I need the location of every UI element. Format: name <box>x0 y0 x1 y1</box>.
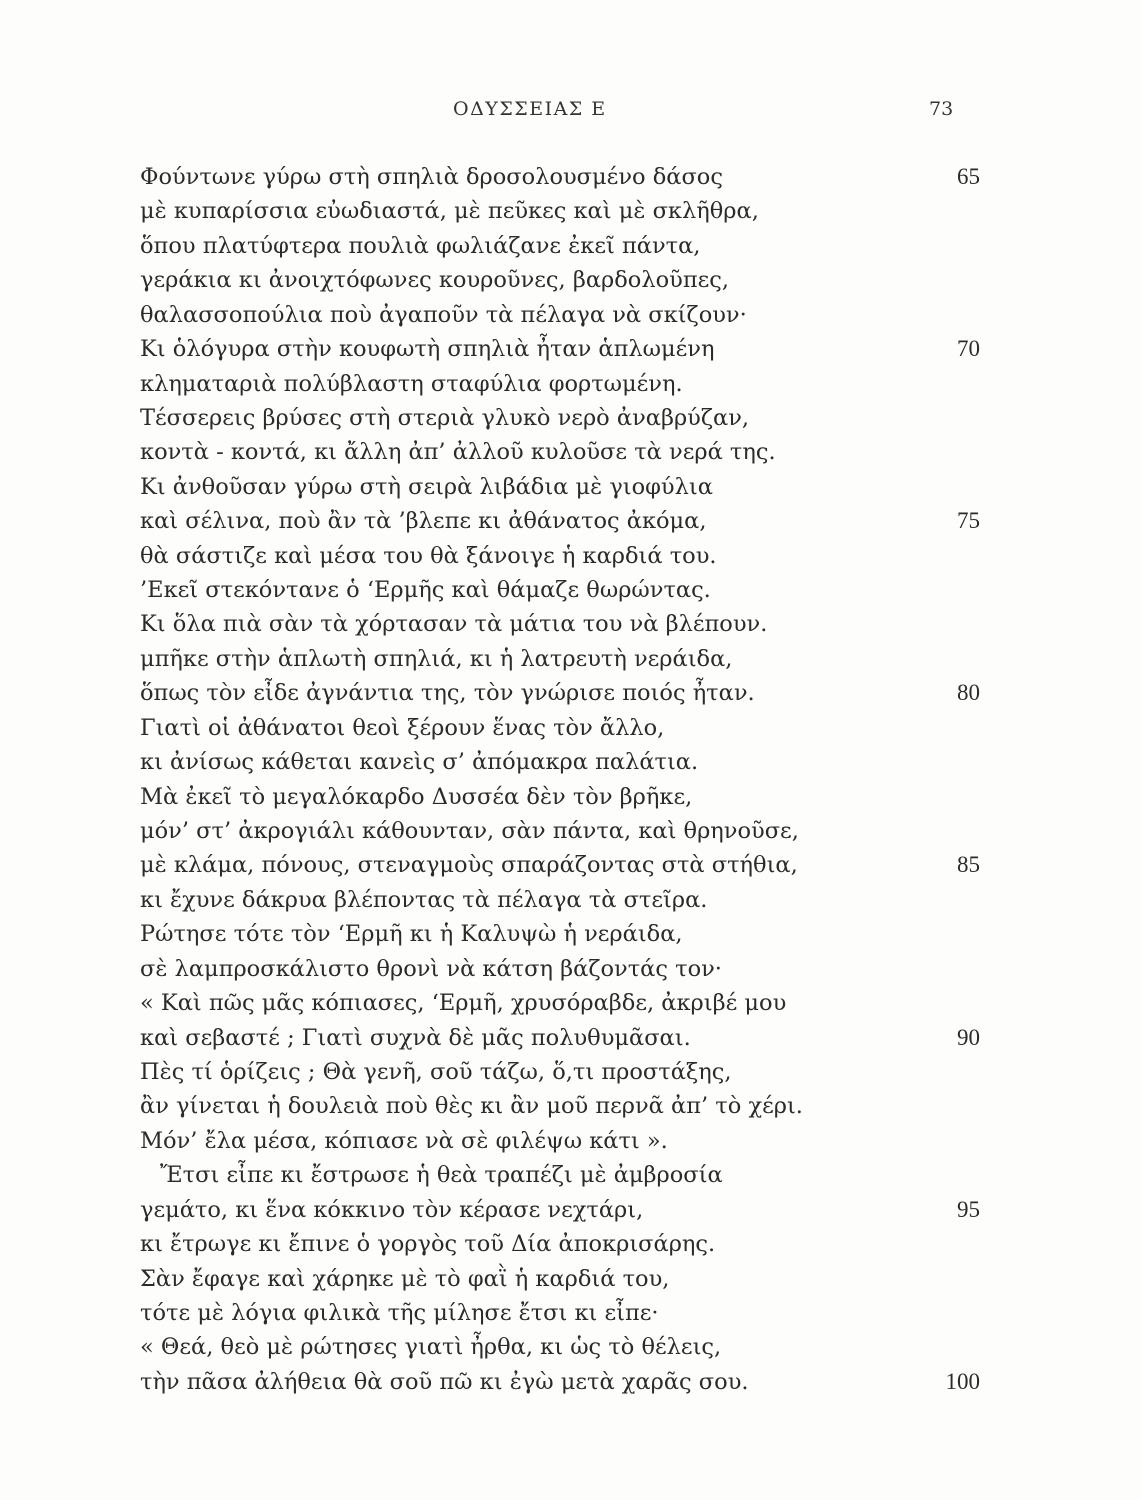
verse-text: κοντὰ - κοντά, κι ἄλλη ἀπ’ ἀλλοῦ κυλοῦσε τὰ νερά της. <box>140 439 776 466</box>
verse-text: Πὲς τί ὁρίζεις ; Θὰ γενῆ, σοῦ τάζω, ὅ,τι προστάξης, <box>140 1058 732 1085</box>
verse-line <box>140 332 980 366</box>
verse-line <box>140 814 980 848</box>
verse-line <box>140 1124 980 1158</box>
verse-line <box>140 539 980 573</box>
verse-text: Σὰν ἔφαγε καὶ χάρηκε μὲ τὸ φαῒ ἡ καρδιά του, <box>140 1265 670 1292</box>
verse-text: μὲ κυπαρίσσια εὐωδιαστά, μὲ πεῦκες καὶ μὲ σκλῆθρα, <box>140 198 759 225</box>
verse-text: καὶ σεβαστέ ; Γιατὶ συχνὰ δὲ μᾶς πολυθυμᾶσαι. <box>140 1024 691 1051</box>
running-title: ΟΔΥΣΣΕΙΑΣ Ε <box>453 98 607 120</box>
page-number: 73 <box>929 98 954 120</box>
verse-text: καὶ σέλινα, ποὺ ἂν τὰ ’βλεπε κι ἀθάνατος ἀκόμα, <box>140 508 707 535</box>
line-number: 70 <box>957 336 980 362</box>
poem-body <box>140 160 980 1399</box>
verse-text: κι ἔχυνε δάκρυα βλέποντας τὰ πέλαγα τὰ στεῖρα. <box>140 886 708 913</box>
verse-text: Φούντωνε γύρω στὴ σπηλιὰ δροσολουσμένο δάσος <box>140 164 723 190</box>
verse-text: ὅπου πλατύφτερα πουλιὰ φωλιάζανε ἐκεῖ πάντα, <box>140 232 701 259</box>
verse-text: μὲ κλάμα, πόνους, στεναγμοὺς σπαράζοντας στὰ στήθια, <box>140 852 798 879</box>
line-number: 75 <box>957 508 980 534</box>
verse-text: ὅπως τὸν εἶδε ἀγνάντια της, τὸν γνώρισε ποιός ἦταν. <box>140 680 755 707</box>
verse-line <box>140 504 980 538</box>
verse-line <box>140 1021 980 1055</box>
verse-line <box>140 1089 980 1123</box>
verse-text: μόν’ στ’ ἀκρογιάλι κάθουνταν, σὰν πάντα, καὶ θρηνοῦσε, <box>140 818 799 845</box>
verse-text: Τέσσερεις βρύσες στὴ στεριὰ γλυκὸ νερὸ ἀναβρύζαν, <box>140 404 750 431</box>
verse-text: Κι ὅλα πιὰ σὰν τὰ χόρτασαν τὰ μάτια του νὰ βλέπουν. <box>140 611 768 638</box>
verse-text: γεράκια κι ἀνοιχτόφωνες κουροῦνες, βαρδολοῦπες, <box>140 267 730 294</box>
verse-text: κληματαριὰ πολύβλαστη σταφύλια φορτωμένη. <box>140 370 683 397</box>
line-number: 100 <box>945 1368 980 1394</box>
verse-line <box>140 1158 980 1192</box>
verse-line <box>140 401 980 435</box>
verse-text: γεμάτο, κι ἕνα κόκκινο τὸν κέρασε νεχτάρι, <box>140 1196 644 1223</box>
verse-line <box>140 1330 980 1364</box>
line-number: 85 <box>957 852 980 878</box>
verse-line <box>140 298 980 332</box>
verse-line <box>140 1296 980 1330</box>
verse-text: ’Εκεῖ στεκόντανε ὁ ‘Ερμῆς καὶ θάμαζε θωρώντας. <box>140 577 711 604</box>
verse-text: « Θεά, θεὸ μὲ ρώτησες γιατὶ ἦρθα, κι ὡς τὸ θέλεις, <box>140 1334 722 1361</box>
verse-line <box>140 470 980 504</box>
verse-line <box>140 917 980 951</box>
verse-line <box>140 642 980 676</box>
line-number: 95 <box>957 1196 980 1222</box>
verse-text: Ἔτσι εἶπε κι ἔστρωσε ἡ θεὰ τραπέζι μὲ ἀμβροσία <box>160 1162 723 1189</box>
verse-line <box>140 745 980 779</box>
verse-line <box>140 367 980 401</box>
verse-line <box>140 607 980 641</box>
verse-line <box>140 1227 980 1261</box>
verse-text: μπῆκε στὴν ἁπλωτὴ σπηλιά, κι ἡ λατρευτὴ νεράιδα, <box>140 645 733 672</box>
verse-text: τότε μὲ λόγια φιλικὰ τῆς μίλησε ἔτσι κι εἶπε· <box>140 1299 659 1326</box>
verse-line <box>140 711 980 745</box>
verse-text: κι ἔτρωγε κι ἔπινε ὁ γοργὸς τοῦ Δία ἀποκρισάρης. <box>140 1231 716 1258</box>
verse-text: Κι ὁλόγυρα στὴν κουφωτὴ σπηλιὰ ἦταν ἁπλωμένη <box>140 336 715 363</box>
verse-text: Μὰ ἐκεῖ τὸ μεγαλόκαρδο Δυσσέα δὲν τὸν βρῆκε, <box>140 783 693 810</box>
verse-line <box>140 160 980 194</box>
verse-line <box>140 676 980 710</box>
verse-line <box>140 1262 980 1296</box>
verse-text: Μόν’ ἔλα μέσα, κόπιασε νὰ σὲ φιλέψω κάτι ». <box>140 1127 668 1154</box>
verse-line <box>140 1193 980 1227</box>
verse-line <box>140 1365 980 1399</box>
verse-line <box>140 1055 980 1089</box>
line-number: 65 <box>957 164 980 189</box>
line-number: 80 <box>957 680 980 706</box>
verse-line <box>140 848 980 882</box>
verse-text: κι ἀνίσως κάθεται κανεὶς σ’ ἀπόμακρα παλάτια. <box>140 749 699 776</box>
verse-line <box>140 952 980 986</box>
verse-line <box>140 435 980 469</box>
verse-text: Ρώτησε τότε τὸν ‘Ερμῆ κι ἡ Καλυψὼ ἡ νεράιδα, <box>140 921 683 948</box>
verse-text: Γιατὶ οἱ ἀθάνατοι θεοὶ ξέρουν ἕνας τὸν ἄλλο, <box>140 714 665 741</box>
verse-line <box>140 883 980 917</box>
verse-text: θαλασσοπούλια ποὺ ἀγαποῦν τὰ πέλαγα νὰ σκίζουν· <box>140 301 747 328</box>
verse-line <box>140 780 980 814</box>
verse-text: τὴν πᾶσα ἀλήθεια θὰ σοῦ πῶ κι ἐγὼ μετὰ χαρᾶς σου. <box>140 1368 749 1395</box>
verse-text: Κι ἀνθοῦσαν γύρω στὴ σειρὰ λιβάδια μὲ γιοφύλια <box>140 473 713 500</box>
line-number: 90 <box>957 1024 980 1050</box>
verse-line <box>140 263 980 297</box>
verse-text: θὰ σάστιζε καὶ μέσα του θὰ ξάνοιγε ἡ καρδιά του. <box>140 542 717 569</box>
verse-line <box>140 229 980 263</box>
verse-text: « Καὶ πῶς μᾶς κόπιασες, ‘Ερμῆ, χρυσόραβδε, ἀκριβέ μου <box>140 990 787 1017</box>
verse-text: σὲ λαμπροσκάλιστο θρονὶ νὰ κάτση βάζοντάς τον· <box>140 955 722 982</box>
verse-text: ἂν γίνεται ἡ δουλειὰ ποὺ θὲς κι ἂν μοῦ περνᾶ ἀπ’ τὸ χέρι. <box>140 1093 803 1120</box>
verse-line <box>140 986 980 1020</box>
verse-line <box>140 194 980 228</box>
page-header <box>0 98 1141 128</box>
verse-line <box>140 573 980 607</box>
